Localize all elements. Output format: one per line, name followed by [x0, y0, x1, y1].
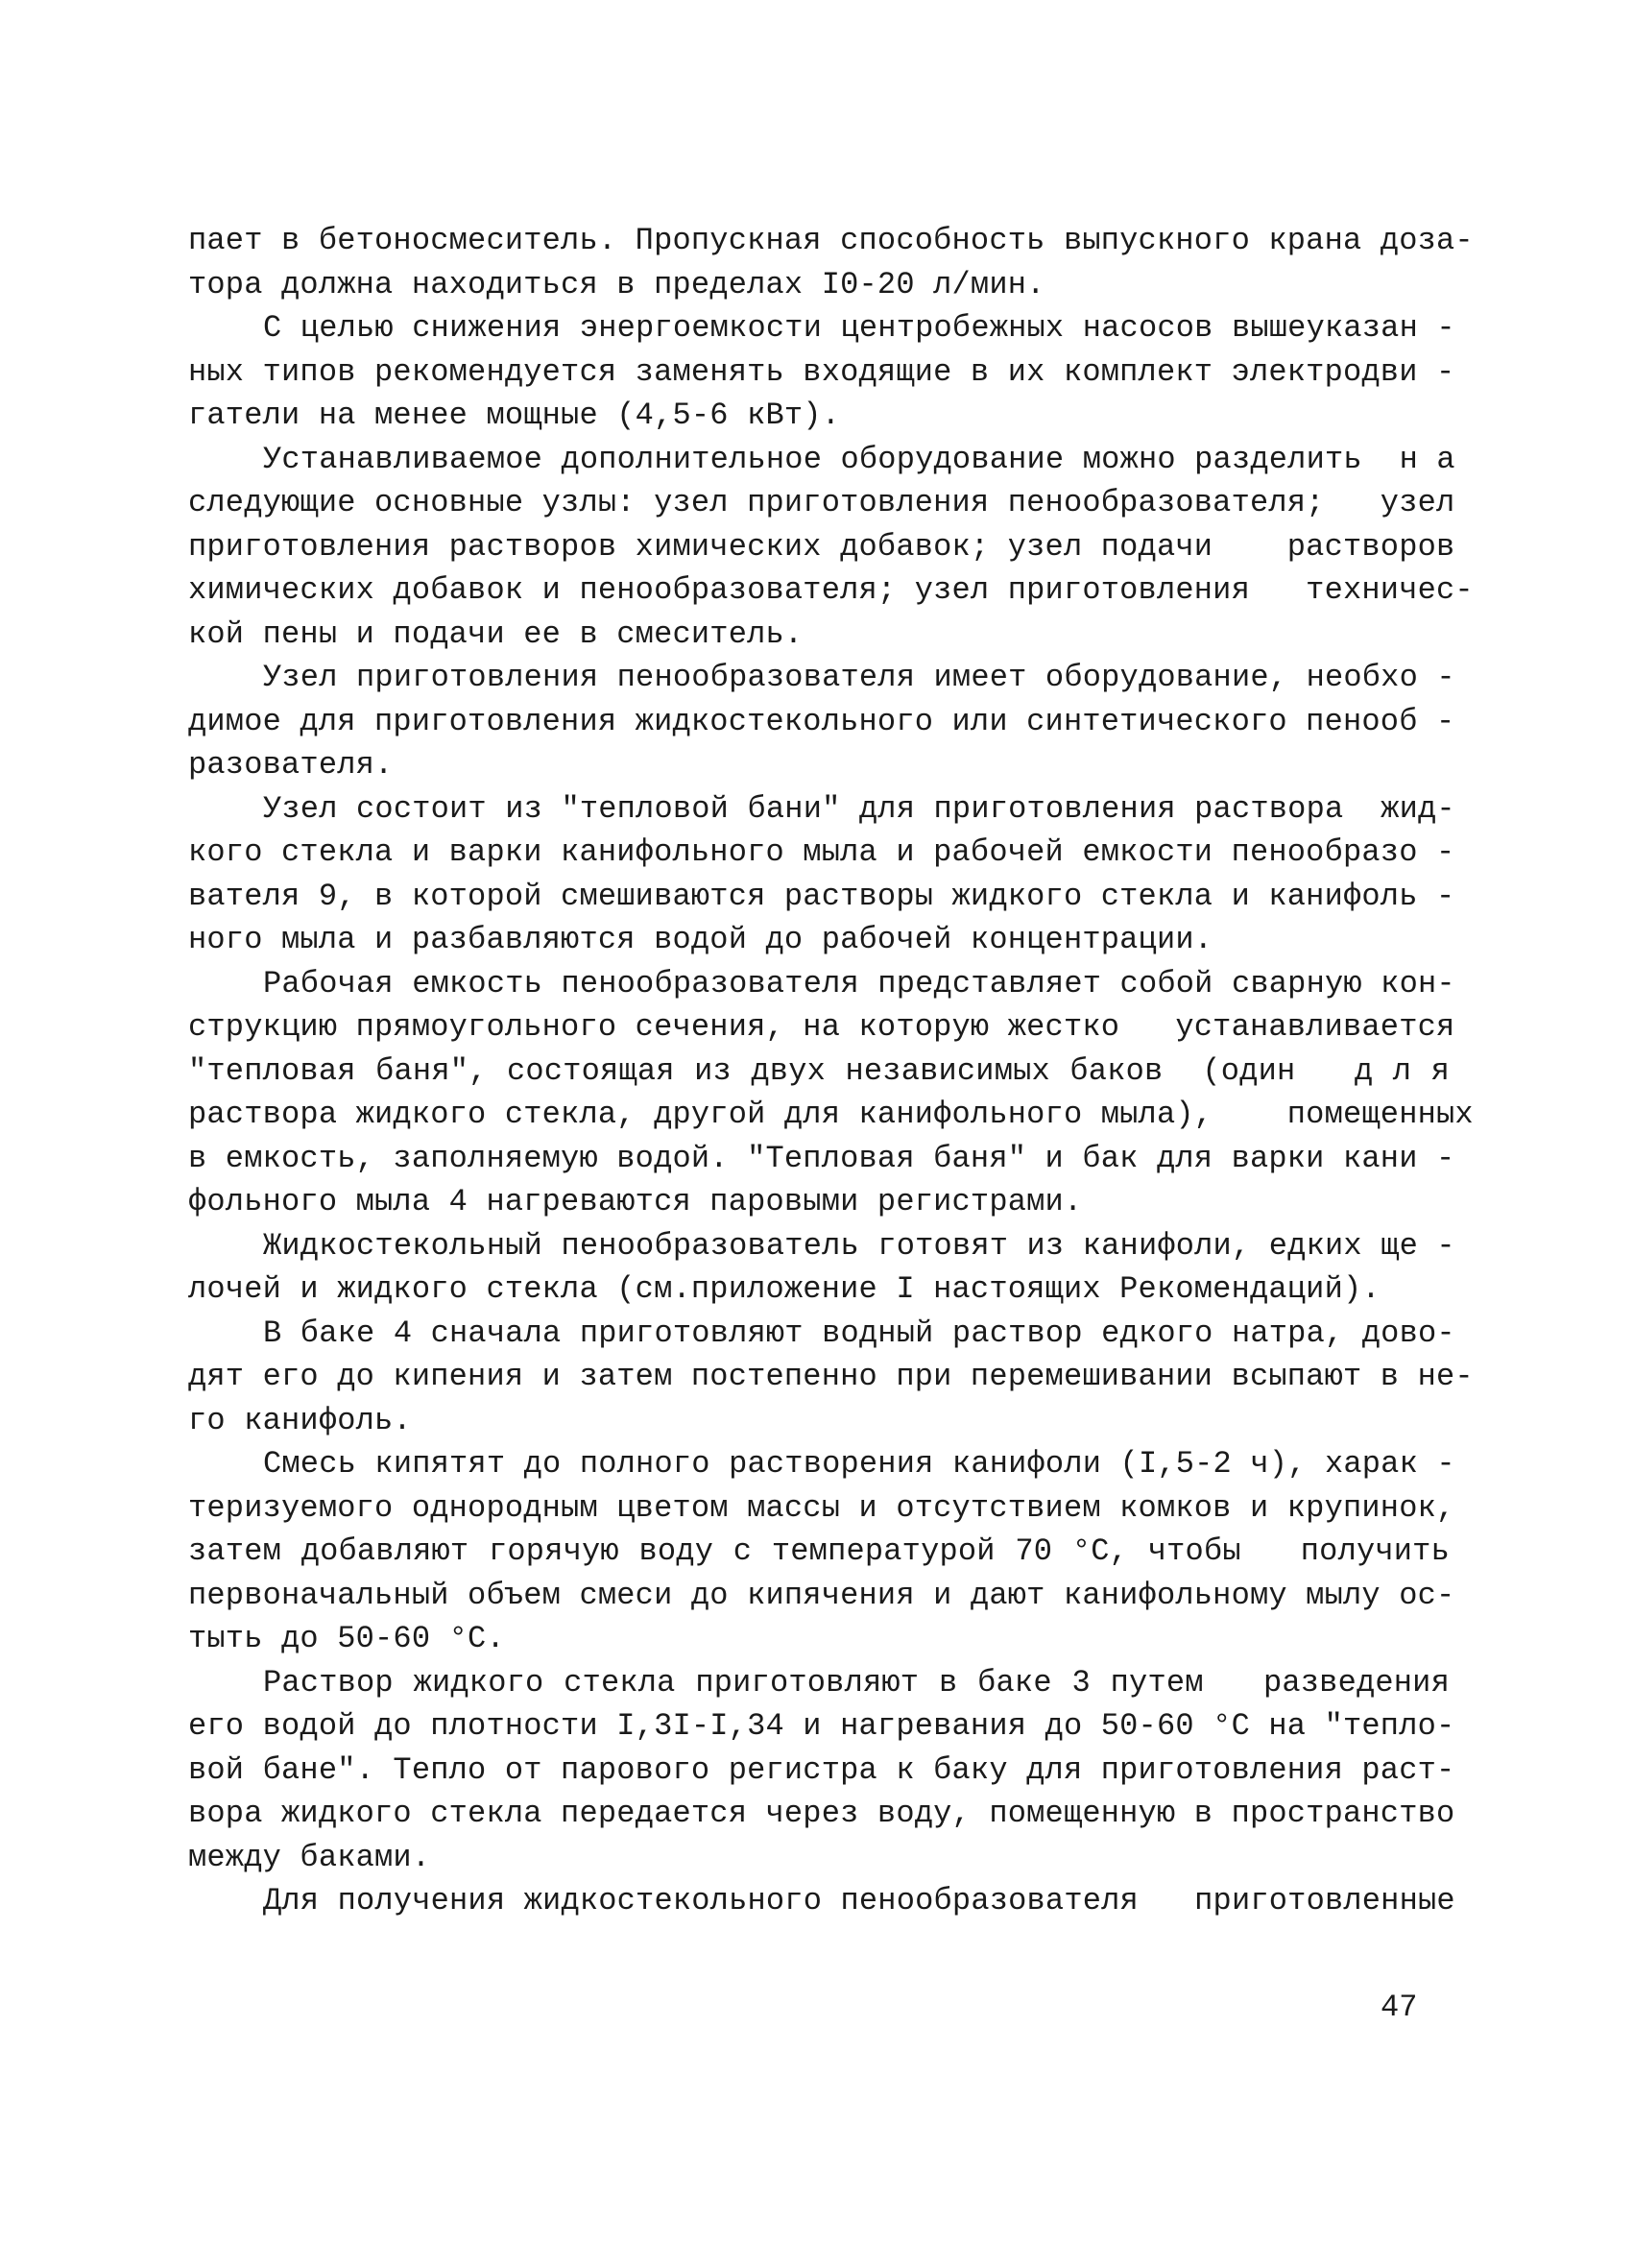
paragraph [188, 438, 1474, 657]
text-line: химических добавок и пенообразователя; узел приготовления техничес- [188, 572, 1474, 608]
text-line: кого стекла и варки канифольного мыла и рабочей емкости пенообразо - [188, 834, 1455, 870]
text-line: Для получения жидкостекольного пенообразователя приготовленные [263, 1883, 1455, 1918]
text-line: Узел состоит из "тепловой бани" для приготовления раствора жид- [263, 790, 1455, 827]
paragraph [188, 306, 1455, 438]
text-line: струкцию прямоугольного сечения, на которую жестко устанавливается [188, 1009, 1455, 1045]
text-line: ных типов рекомендуется заменять входящие в их комплект электродви - [188, 353, 1455, 390]
paragraph [188, 962, 1474, 1224]
body-text [188, 219, 1474, 1923]
text-line: го канифоль. [188, 1402, 412, 1438]
paragraph [188, 787, 1455, 962]
text-line: Узел приготовления пенообразователя имеет оборудование, необхо - [263, 660, 1455, 695]
text-line: затем добавляют горячую воду с температурой 70 °С, чтобы получить [188, 1533, 1450, 1569]
text-line: первоначальный объем смеси до кипячения и дают канифольному мылу ос- [188, 1577, 1455, 1613]
text-line: вора жидкого стекла передается через воду, помещенную в пространство [188, 1796, 1455, 1831]
paragraph [188, 219, 1474, 306]
text-line: в емкость, заполняемую водой. "Тепловая баня" и бак для варки кани - [188, 1140, 1455, 1176]
text-line: раствора жидкого стекла, другой для канифольного мыла), помещенных [188, 1097, 1474, 1132]
text-line: ного мыла и разбавляются водой до рабочей концентрации. [188, 922, 1213, 957]
text-line: разователя. [188, 747, 394, 783]
text-line: тыть до 50-60 °С. [188, 1621, 505, 1656]
text-line: теризуемого однородным цветом массы и отсутствием комков и крупинок, [188, 1489, 1455, 1526]
text-line: вателя 9, в которой смешиваются растворы жидкого стекла и канифоль - [188, 878, 1455, 914]
paragraph [188, 1661, 1455, 1880]
text-line: вой бане". Тепло от парового регистра к баку для приготовления раст- [188, 1751, 1455, 1788]
text-line: Смесь кипятят до полного растворения канифоли (I,5-2 ч), харак - [263, 1446, 1455, 1482]
text-line: Рабочая емкость пенообразователя представляет собой сварную кон- [263, 965, 1455, 1001]
text-line: пает в бетоносмеситель. Пропускная способность выпускного крана доза- [188, 223, 1474, 258]
text-line: гатели на менее мощные (4,5-6 кВт). [188, 398, 841, 433]
text-line: Жидкостекольный пенообразователь готовят из канифоли, едких ще - [263, 1227, 1455, 1264]
text-line: димое для приготовления жидкостекольного или синтетического пенооб - [188, 703, 1455, 739]
text-line: между баками. [188, 1839, 431, 1875]
text-line: приготовления растворов химических добавок; узел подачи растворов [188, 528, 1455, 565]
paragraph [188, 1442, 1455, 1661]
text-line: дят его до кипения и затем постепенно при перемешивании всыпают в не- [188, 1359, 1474, 1394]
paragraph [188, 1312, 1474, 1443]
paragraph [188, 1224, 1455, 1312]
text-line: С целью снижения энергоемкости центробежных насосов вышеуказан - [263, 310, 1455, 346]
text-line: В баке 4 сначала приготовляют водный раствор едкого натра, дово- [263, 1315, 1455, 1351]
paragraph [188, 656, 1455, 787]
text-line: лочей и жидкого стекла (см.приложение I настоящих Рекомендаций). [188, 1271, 1381, 1307]
text-line: фольного мыла 4 нагреваются паровыми регистрами. [188, 1184, 1083, 1219]
text-line: Раствор жидкого стекла приготовляют в баке 3 путем разведения [263, 1664, 1450, 1701]
text-line: его водой до плотности I,3I-I,34 и нагревания до 50-60 °С на "тепло- [188, 1708, 1455, 1744]
text-line: Устанавливаемое дополнительное оборудование можно разделить н а [263, 441, 1455, 477]
text-line: "тепловая баня", состоящая из двух независимых баков (один д л я [188, 1052, 1450, 1089]
paragraph [188, 1879, 1455, 1923]
text-line: тора должна находиться в пределах I0-20 л/мин. [188, 266, 1045, 302]
text-line: кой пены и подачи ее в смеситель. [188, 615, 804, 652]
page-number: 47 [1381, 1990, 1418, 2025]
text-line: следующие основные узлы: узел приготовления пенообразователя; узел [188, 485, 1455, 520]
